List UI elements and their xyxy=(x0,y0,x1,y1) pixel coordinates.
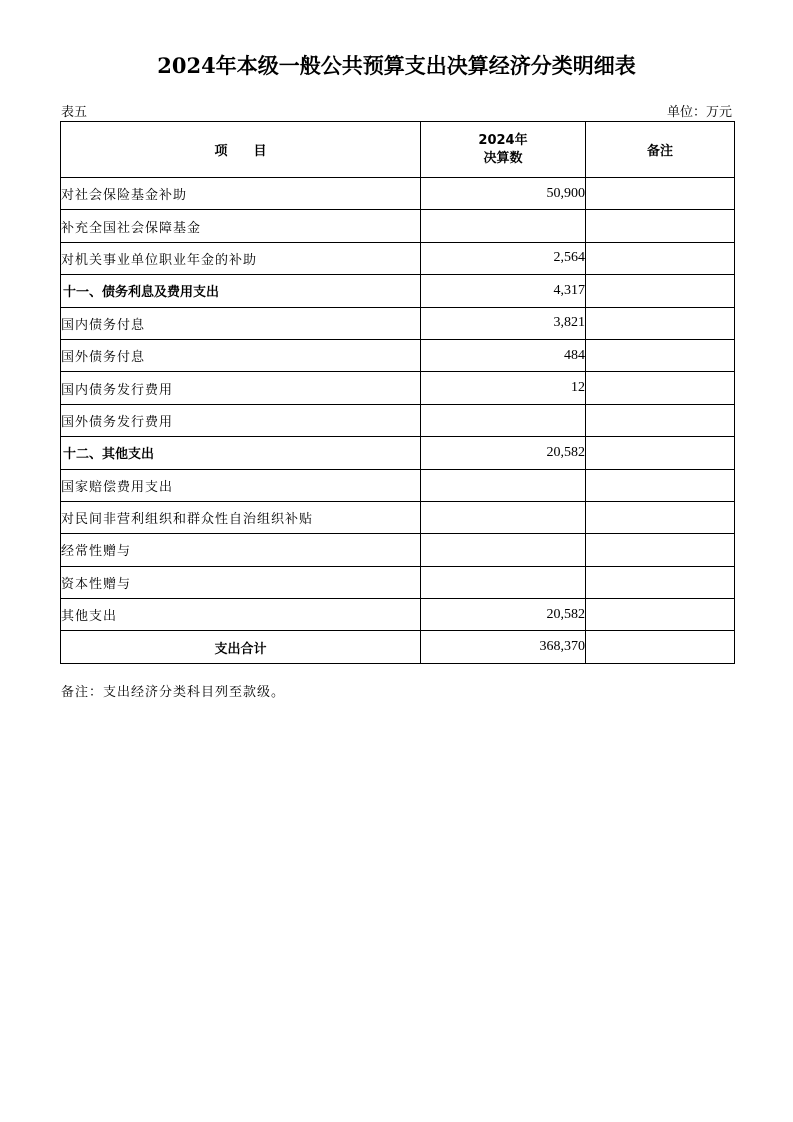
table-row xyxy=(61,242,735,274)
table-row xyxy=(61,307,735,339)
row-remark xyxy=(586,307,735,339)
row-item-name: 对机关事业单位职业年金的补助 xyxy=(61,242,421,274)
table-row xyxy=(61,372,735,404)
header-row xyxy=(61,122,735,178)
row-item-name: 国内债务付息 xyxy=(61,307,421,339)
row-remark xyxy=(586,242,735,274)
table-row xyxy=(61,178,735,210)
row-item-name: 国内债务发行费用 xyxy=(61,372,421,404)
row-amount xyxy=(421,501,586,533)
table-row xyxy=(61,566,735,598)
row-item-name: 十二、其他支出 xyxy=(61,437,421,469)
row-item-name: 其他支出 xyxy=(61,599,421,631)
row-remark xyxy=(586,599,735,631)
row-amount: 12 xyxy=(421,372,586,404)
row-amount xyxy=(421,404,586,436)
row-remark xyxy=(586,566,735,598)
row-amount: 4,317 xyxy=(421,275,586,307)
row-remark xyxy=(586,469,735,501)
row-item-name: 经常性赠与 xyxy=(61,534,421,566)
row-amount xyxy=(421,469,586,501)
row-amount: 20,582 xyxy=(421,437,586,469)
row-item-name: 资本性赠与 xyxy=(61,566,421,598)
section-row xyxy=(61,437,735,469)
row-remark xyxy=(586,534,735,566)
row-amount: 50,900 xyxy=(421,178,586,210)
header-amount-year: 2024年 xyxy=(478,132,528,148)
row-remark xyxy=(586,404,735,436)
row-item-name: 国家赔偿费用支出 xyxy=(61,469,421,501)
unit-label: 单位：万元 xyxy=(666,105,732,120)
page-title: 2024年本级一般公共预算支出决算经济分类明细表 xyxy=(157,53,636,78)
row-item-name: 国外债务发行费用 xyxy=(61,404,421,436)
row-amount: 3,821 xyxy=(421,307,586,339)
row-item-name: 对社会保险基金补助 xyxy=(61,178,421,210)
header-item xyxy=(61,122,421,178)
footnote: 备注：支出经济分类科目列至款级。 xyxy=(61,685,286,700)
row-amount: 20,582 xyxy=(421,599,586,631)
row-item-name: 十一、债务利息及费用支出 xyxy=(61,275,421,307)
row-remark xyxy=(586,178,735,210)
row-amount xyxy=(421,566,586,598)
row-remark xyxy=(586,631,735,663)
row-item-name: 对民间非营利组织和群众性自治组织补贴 xyxy=(61,501,421,533)
row-amount: 484 xyxy=(421,339,586,371)
row-remark xyxy=(586,339,735,371)
row-item-name: 支出合计 xyxy=(61,631,421,663)
table-row xyxy=(61,339,735,371)
header-item-label: 项 目 xyxy=(214,144,267,159)
row-item-name: 补充全国社会保障基金 xyxy=(61,210,421,242)
table-row xyxy=(61,210,735,242)
expenditure-table xyxy=(60,121,735,664)
header-amount-label: 决算数 xyxy=(483,150,523,166)
row-remark xyxy=(586,275,735,307)
header-remark xyxy=(586,122,735,178)
row-item-name: 国外债务付息 xyxy=(61,339,421,371)
row-remark xyxy=(586,501,735,533)
table-row xyxy=(61,534,735,566)
row-remark xyxy=(586,437,735,469)
row-remark xyxy=(586,372,735,404)
row-amount: 2,564 xyxy=(421,242,586,274)
table-row xyxy=(61,501,735,533)
total-row xyxy=(61,631,735,663)
table-row xyxy=(61,404,735,436)
table-row xyxy=(61,469,735,501)
table-label: 表五 xyxy=(61,105,88,120)
table-body xyxy=(61,178,735,664)
row-amount xyxy=(421,210,586,242)
row-amount xyxy=(421,534,586,566)
table-row xyxy=(61,599,735,631)
header-amount xyxy=(421,122,586,178)
section-row xyxy=(61,275,735,307)
row-remark xyxy=(586,210,735,242)
row-amount: 368,370 xyxy=(421,631,586,663)
header-remark-label: 备注 xyxy=(646,144,673,159)
